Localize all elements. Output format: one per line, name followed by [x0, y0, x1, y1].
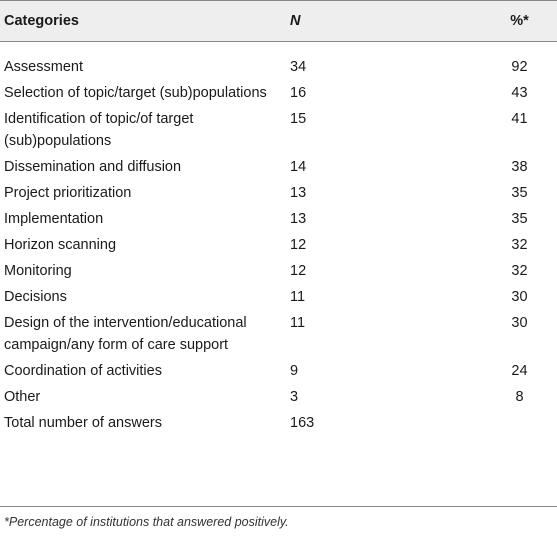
cell-percent: 30: [511, 315, 528, 331]
cell-percent: 92: [511, 59, 528, 75]
cell-percent: [494, 410, 557, 442]
table-row-total: [0, 410, 557, 442]
table-row: [0, 232, 557, 258]
table-body: [0, 42, 557, 443]
cell-n: 15: [290, 111, 307, 127]
cell-percent: 8: [515, 389, 524, 405]
cell-n: 9: [290, 363, 299, 379]
cell-category: Identification of topic/of target (sub)populations: [4, 111, 194, 149]
cell-percent: 32: [511, 263, 528, 279]
cell-n: 34: [290, 59, 307, 75]
cell-category: Decisions: [4, 289, 67, 305]
cell-percent: 43: [511, 85, 528, 101]
cell-category: Total number of answers: [4, 415, 162, 431]
cell-category: Monitoring: [4, 263, 72, 279]
cell-n: 12: [290, 263, 307, 279]
bottom-rule: [0, 506, 557, 507]
cell-category: Implementation: [4, 211, 104, 227]
table-row: [0, 310, 557, 358]
cell-n: 13: [290, 211, 307, 227]
cell-category: Other: [4, 389, 41, 405]
header-percent: %*: [510, 13, 529, 29]
cell-percent: 32: [511, 237, 528, 253]
header-row: [0, 1, 557, 42]
table-row: [0, 258, 557, 284]
cell-percent: 35: [511, 185, 528, 201]
header-n: N: [290, 13, 301, 29]
cell-category: Project prioritization: [4, 185, 132, 201]
cell-n: 11: [290, 315, 306, 331]
table-row: [0, 384, 557, 410]
cell-category: Horizon scanning: [4, 237, 117, 253]
table-row: [0, 42, 557, 81]
cell-percent: 24: [511, 363, 528, 379]
table-row: [0, 180, 557, 206]
cell-n: 11: [290, 289, 306, 305]
header-categories: Categories: [4, 13, 79, 29]
table-row: [0, 80, 557, 106]
cell-n: 163: [290, 415, 315, 431]
cell-percent: 30: [511, 289, 528, 305]
cell-category: Assessment: [4, 59, 83, 75]
cell-n: 3: [290, 389, 299, 405]
cell-percent: 38: [511, 159, 528, 175]
cell-category: Dissemination and diffusion: [4, 159, 182, 175]
cell-n: 12: [290, 237, 307, 253]
cell-percent: 35: [511, 211, 528, 227]
table-row: [0, 284, 557, 310]
cell-n: 13: [290, 185, 307, 201]
table-row: [0, 154, 557, 180]
table-header: [0, 1, 557, 42]
footnote: *Percentage of institutions that answered positively.: [4, 515, 289, 529]
cell-percent: 41: [511, 111, 528, 127]
cell-n: 16: [290, 85, 307, 101]
cell-n: 14: [290, 159, 307, 175]
table-row: [0, 358, 557, 384]
cell-category: Coordination of activities: [4, 363, 162, 379]
table-row: [0, 106, 557, 154]
table-row: [0, 206, 557, 232]
cell-category: Design of the intervention/educational campaign/any form of care support: [4, 315, 247, 353]
cell-category: Selection of topic/target (sub)populations: [4, 85, 267, 101]
